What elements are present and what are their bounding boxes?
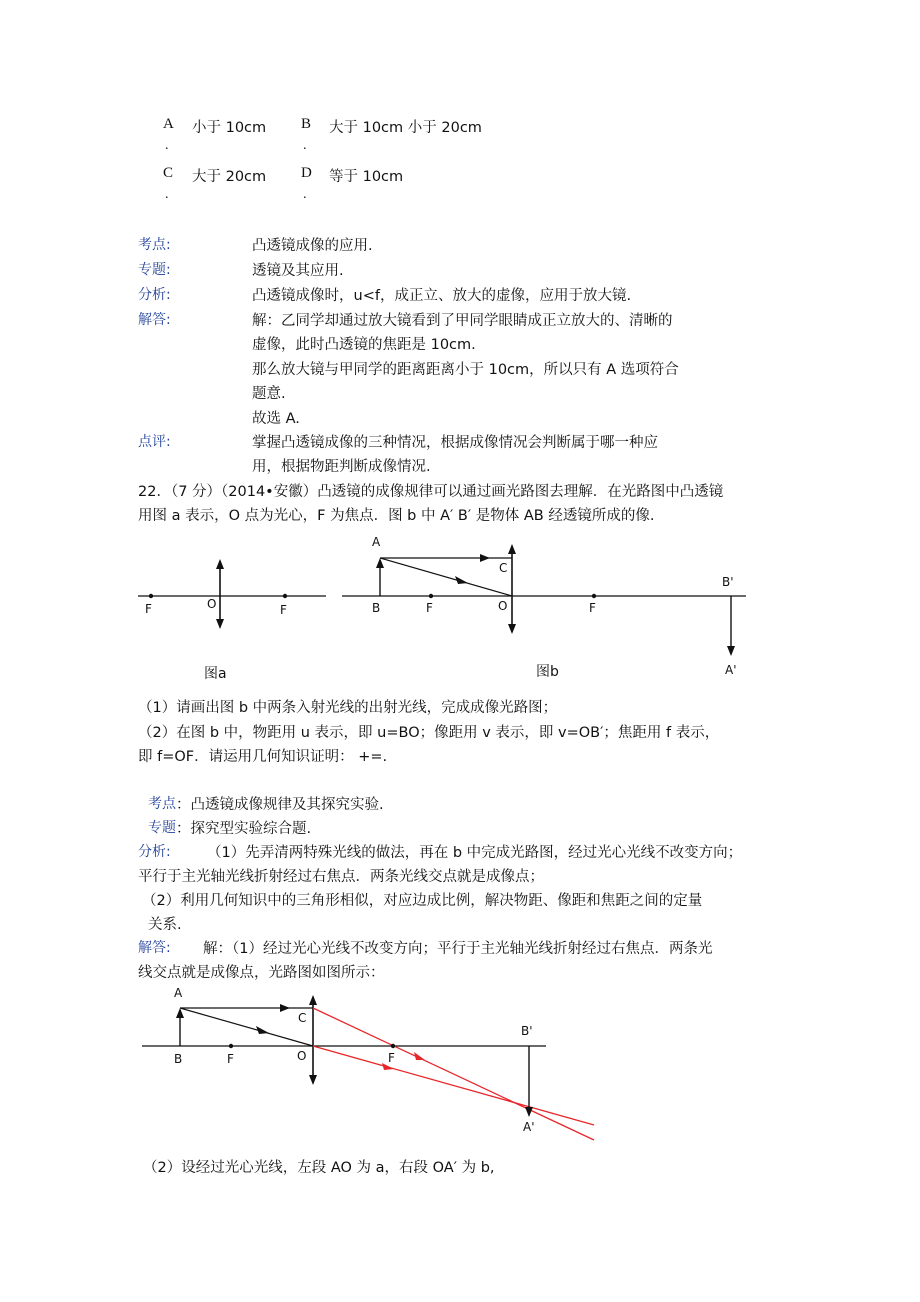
q22-sub1: （1）请画出图 b 中两条入射光线的出射光线，完成成像光路图； <box>138 700 558 716</box>
ans-label-c: C <box>298 1011 307 1025</box>
fig-b-label-o: O <box>498 599 508 613</box>
fig-b-label-f-right: F <box>589 601 596 615</box>
ans-label-b: B <box>174 1052 183 1066</box>
choice-d-text: 等于 10cm <box>329 169 404 185</box>
ans-ray-parallel-arrow-icon <box>280 1004 290 1012</box>
ans-focus-left <box>229 1044 233 1048</box>
q22-sub2-line-1: （2）在图 b 中，物距用 u 表示，即 u=BO；像距用 v 表示，即 v=OB′；焦距用 f 表示， <box>138 725 720 741</box>
ans-label-f-right: F <box>388 1051 395 1065</box>
ans-label-a-image: A' <box>523 1120 535 1134</box>
choice-a-letter: A <box>163 116 174 132</box>
q22-sub2-line-2: 即 f=OF．请运用几何知识证明： +=. <box>138 749 388 765</box>
fig-b-focus-right <box>592 594 596 598</box>
q21-zhuanti: 透镜及其应用. <box>252 263 344 279</box>
q22-kaodian: ：凸透镜成像规律及其探究实验. <box>176 797 384 813</box>
fig-b-label-a: A <box>372 535 381 549</box>
fig-b-label-a-image: A' <box>725 663 737 677</box>
fig-b-label-b: B <box>372 601 381 615</box>
fig-a-lens-arrow-top-icon <box>216 559 224 569</box>
ans-object-arrow-icon <box>176 1008 184 1018</box>
ans-label-o: O <box>297 1049 307 1063</box>
ans-ray-center <box>180 1008 313 1046</box>
ans-refracted-ray-focus <box>313 1008 594 1140</box>
fig-b-focus-left <box>429 594 433 598</box>
fig-b-label-f-left: F <box>426 601 433 615</box>
fig-a-focus-right <box>283 594 287 598</box>
fig-b-label-c: C <box>499 561 508 575</box>
ans-label-f-left: F <box>227 1052 234 1066</box>
q22-kaodian-label: 考点 <box>148 796 176 812</box>
q22-jieda-line-2: 线交点就是成像点，光路图如图所示： <box>138 965 385 981</box>
q22-jieda-line-1: 解：（1）经过光心光线不改变方向；平行于主光轴光线折射经过右焦点．两条光 <box>203 941 713 957</box>
fig-b-ray-parallel-arrow-icon <box>480 554 490 562</box>
q21-zhuanti-label: 专题: <box>138 262 171 278</box>
ans-focus-right <box>391 1044 395 1048</box>
ans-ray-center-arrow-icon <box>256 1026 269 1034</box>
fig-a-label-f-left: F <box>145 602 152 616</box>
choice-b-letter: B <box>301 116 312 132</box>
q21-jieda-line-1: 解：乙同学却通过放大镜看到了甲同学眼睛成正立放大的、清晰的 <box>252 313 673 329</box>
fig-b-lens-arrow-bottom-icon <box>508 624 516 634</box>
fig-b-ray-center <box>380 558 512 596</box>
fig-a-label-f-right: F <box>280 603 287 617</box>
fig-b-lens-arrow-top-icon <box>508 544 516 554</box>
q21-fenxi-label: 分析: <box>138 287 171 303</box>
q21-jieda-line-4: 题意. <box>252 386 286 402</box>
ans-lens-arrow-bottom-icon <box>309 1075 317 1085</box>
fig-b-image-arrow-icon <box>727 646 735 656</box>
q22-stem-line-2: 用图 a 表示，O 点为光心，F 为焦点．图 b 中 A′ B′ 是物体 AB 经透镜所成的像. <box>138 508 655 524</box>
q22-stem-line-1: 22．（7 分）（2014•安徽）凸透镜的成像规律可以通过画光路图去理解．在光路图中凸透镜 <box>138 484 724 500</box>
choice-d-letter: D <box>301 165 312 181</box>
q22-fenxi-line-2: 平行于主光轴光线折射经过右焦点．两条光线交点就是成像点； <box>138 869 544 885</box>
ans-label-b-image: B' <box>521 1024 533 1038</box>
choice-c-dot: . <box>165 187 169 202</box>
q21-dianping-label: 点评: <box>138 434 171 450</box>
ans-refracted-ray-focus-arrow-icon <box>414 1052 425 1060</box>
choice-a-dot: . <box>165 138 169 153</box>
ans-lens-arrow-top-icon <box>309 995 317 1005</box>
fig-a-lens-arrow-bottom-icon <box>216 619 224 629</box>
q22-zhuanti-label: 专题 <box>148 820 176 836</box>
choice-b-text: 大于 10cm 小于 20cm <box>329 120 482 136</box>
q22-fenxi-line-4: 关系. <box>148 917 182 933</box>
q21-kaodian-label: 考点: <box>138 237 171 253</box>
q22-zhuanti: ：探究型实验综合题. <box>176 821 312 837</box>
q21-fenxi: 凸透镜成像时，u<f，成正立、放大的虚像，应用于放大镜. <box>252 288 632 304</box>
fig-a-caption: 图a <box>204 666 227 682</box>
figure-a <box>138 545 338 690</box>
fig-b-ray-center-arrow-icon <box>455 576 468 584</box>
fig-b-object-arrow-icon <box>376 558 384 568</box>
choice-b-dot: . <box>303 138 307 153</box>
ans-refracted-ray-center <box>313 1046 594 1125</box>
q22-fenxi-line-1: （1）先弄清两特殊光线的做法，再在 b 中完成光路图，经过光心光线不改变方向； <box>207 845 743 861</box>
fig-a-label-o: O <box>207 597 217 611</box>
q21-dianping-line-1: 掌握凸透镜成像的三种情况，根据成像情况会判断属于哪一种应 <box>252 435 658 451</box>
figure-answer <box>138 985 608 1145</box>
choice-c-text: 大于 20cm <box>192 169 267 185</box>
ans-label-a: A <box>174 986 183 1000</box>
q22-jieda-label: 解答: <box>138 940 171 956</box>
q22-fenxi-label: 分析: <box>138 844 171 860</box>
q21-jieda-line-5: 故选 A. <box>252 411 300 427</box>
ans-image-arrow-icon <box>525 1107 533 1117</box>
figure-b <box>342 528 752 688</box>
fig-a-focus-left <box>149 594 153 598</box>
q21-dianping-line-2: 用，根据物距判断成像情况. <box>252 459 431 475</box>
q21-jieda-label: 解答: <box>138 312 171 328</box>
q22-fenxi-line-3: （2）利用几何知识中的三角形相似，对应边成比例，解决物距、像距和焦距之间的定量 <box>142 893 703 909</box>
choice-d-dot: . <box>303 187 307 202</box>
q21-jieda-line-2: 虚像，此时凸透镜的焦距是 10cm. <box>252 337 476 353</box>
choice-c-letter: C <box>163 165 174 181</box>
fig-b-label-b-image: B' <box>722 575 734 589</box>
choice-a-text: 小于 10cm <box>192 120 267 136</box>
q21-jieda-line-3: 那么放大镜与甲同学的距离距离小于 10cm，所以只有 A 选项符合 <box>252 362 679 378</box>
q22-jieda-line-3: （2）设经过光心光线，左段 AO 为 a，右段 OA′ 为 b, <box>143 1160 495 1176</box>
q21-kaodian: 凸透镜成像的应用. <box>252 238 373 254</box>
fig-b-caption: 图b <box>536 664 559 680</box>
